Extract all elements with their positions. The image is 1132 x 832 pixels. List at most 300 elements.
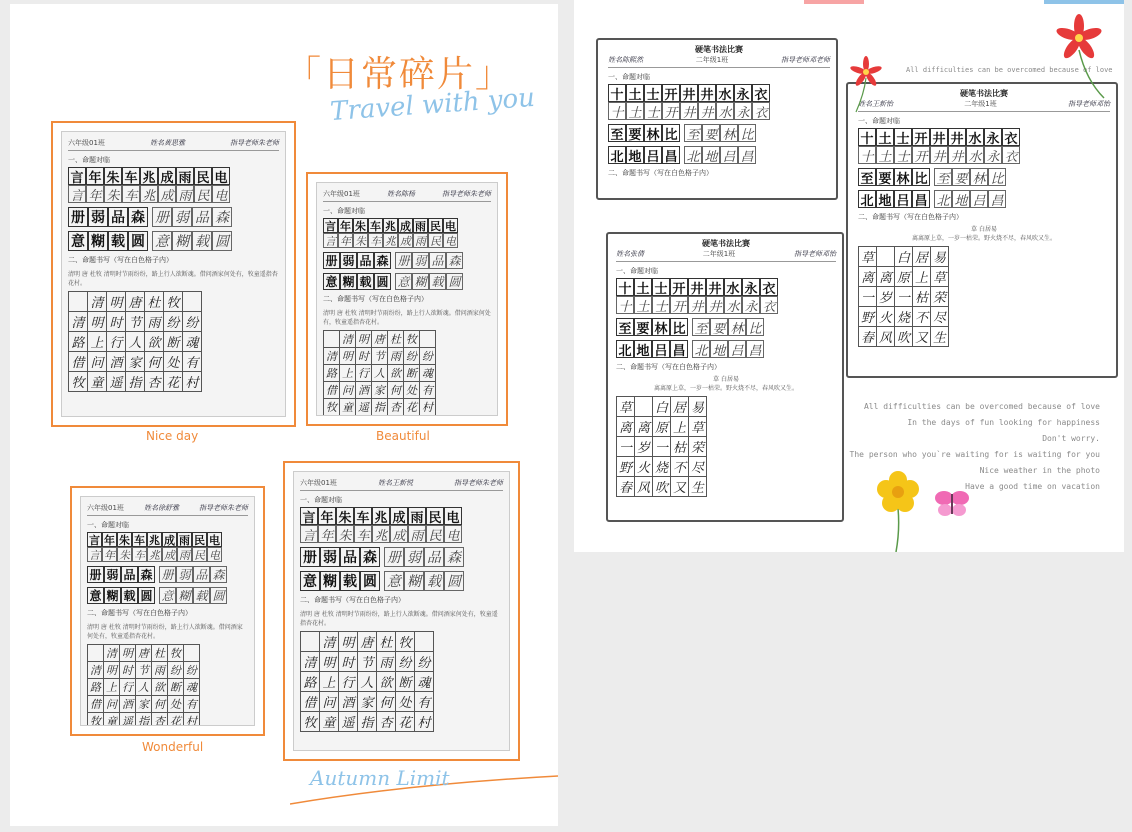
char-cell: 载 xyxy=(108,231,128,251)
right-student-name: 姓名王新怡 xyxy=(858,100,893,108)
right-poem-line: 离离原上草，一岁一枯荣。野火烧不尽，春风吹又生。 xyxy=(653,385,798,392)
char-cell: 北 xyxy=(616,340,634,358)
handwritten-row xyxy=(684,124,756,142)
poem-cell: 尽 xyxy=(931,307,949,327)
poem-grid xyxy=(323,330,436,416)
char-cell: 载 xyxy=(121,587,138,604)
char-cell: 弱 xyxy=(404,547,424,567)
poem-cell: 草 xyxy=(931,267,949,287)
poem-cell xyxy=(183,292,202,312)
pair-row-c xyxy=(323,273,491,290)
char-cell: 年 xyxy=(340,219,351,233)
char-cell: 册 xyxy=(300,547,320,567)
right-hand-row1 xyxy=(608,102,830,120)
char-cell: 载 xyxy=(193,587,210,604)
poem-cell: 原 xyxy=(653,417,671,437)
right-teacher: 指导老师邓老师 xyxy=(781,56,830,64)
right-student-name: 姓名张倩 xyxy=(616,250,644,258)
poem-cell: 白 xyxy=(895,247,913,267)
caption-nice-day: Nice day xyxy=(146,429,199,443)
char-cell: 言 xyxy=(89,533,100,547)
pair-row-b xyxy=(68,207,279,227)
sheet-header xyxy=(300,478,503,491)
caption-beautiful: Beautiful xyxy=(376,429,430,443)
char-cell: 十 xyxy=(616,296,634,314)
print-row xyxy=(608,124,680,142)
char-cell: 朱 xyxy=(119,548,130,562)
right-collage-page xyxy=(574,0,1124,552)
poem-cell: 时 xyxy=(120,662,136,679)
poem-cell: 清 xyxy=(324,348,340,365)
poem-cell: 原 xyxy=(895,267,913,287)
poem-cell: 牧 xyxy=(168,645,184,662)
poem-cell: 岁 xyxy=(877,287,895,307)
poem-cell: 野 xyxy=(859,307,877,327)
poem-cell: 明 xyxy=(107,292,126,312)
handwritten-row xyxy=(395,252,463,269)
char-cell: 言 xyxy=(325,219,336,233)
char-cell: 册 xyxy=(68,207,88,227)
char-cell: 意 xyxy=(159,587,176,604)
butterfly-icon xyxy=(934,488,970,520)
poem-cell: 野 xyxy=(617,457,635,477)
sheet-poem-note: 清明 唐 杜牧 清明时节雨纷纷，路上行人欲断魂。借问酒家何处有，牧童遥指杏花村。 xyxy=(300,611,498,627)
char-cell: 林 xyxy=(652,318,670,336)
pair-row-c xyxy=(87,587,248,604)
char-cell: 民 xyxy=(426,507,444,525)
poem-cell: 纷 xyxy=(396,652,415,672)
char-cell: 士 xyxy=(644,102,662,120)
print-row xyxy=(87,587,155,604)
poem-cell xyxy=(324,331,340,348)
char-cell: 士 xyxy=(644,84,662,102)
char-cell: 电 xyxy=(445,234,456,248)
poem-cell: 有 xyxy=(415,692,434,712)
char-cell: 意 xyxy=(68,231,88,251)
char-cell: 吕 xyxy=(728,340,746,358)
right-sheet-header xyxy=(858,99,1110,112)
char-cell: 册 xyxy=(152,207,172,227)
hand-row-a xyxy=(300,525,503,543)
right-section-1: 一、命题对临 xyxy=(608,73,650,81)
poem-cell: 离 xyxy=(617,417,635,437)
poem-cell: 火 xyxy=(635,457,653,477)
worksheet-right-1 xyxy=(608,44,830,194)
poem-cell: 吹 xyxy=(653,477,671,497)
char-cell: 弱 xyxy=(412,252,429,269)
char-cell: 井 xyxy=(706,296,724,314)
char-cell: 十 xyxy=(608,84,626,102)
worksheet-right-3 xyxy=(616,238,836,516)
char-cell: 意 xyxy=(300,571,320,591)
poem-cell: 欲 xyxy=(377,672,396,692)
worksheet-photo-4 xyxy=(293,471,510,751)
char-cell: 糊 xyxy=(88,231,108,251)
handwritten-row xyxy=(395,273,463,290)
poem-cell: 纷 xyxy=(184,662,200,679)
poem-cell: 枯 xyxy=(913,287,931,307)
char-cell: 昌 xyxy=(670,340,688,358)
poem-cell: 一 xyxy=(617,437,635,457)
worksheet-photo-2 xyxy=(316,182,498,416)
char-cell: 地 xyxy=(626,146,644,164)
poem-cell: 村 xyxy=(183,372,202,392)
char-cell: 永 xyxy=(734,102,752,120)
char-cell: 弱 xyxy=(172,207,192,227)
char-cell: 圆 xyxy=(128,231,148,251)
handwritten-row xyxy=(152,207,232,227)
char-cell: 比 xyxy=(738,124,756,142)
sheet-teacher: 指导老师朱老师 xyxy=(453,479,503,487)
char-cell: 言 xyxy=(68,185,86,203)
poem-cell: 村 xyxy=(415,712,434,732)
char-cell: 意 xyxy=(87,587,104,604)
char-cell: 民 xyxy=(430,219,441,233)
poem-cell: 清 xyxy=(301,652,320,672)
char-cell: 士 xyxy=(652,278,670,296)
char-cell: 昌 xyxy=(988,190,1006,208)
poem-cell: 人 xyxy=(136,679,152,696)
char-cell: 比 xyxy=(988,168,1006,186)
char-cell: 士 xyxy=(894,146,912,164)
char-cell: 糊 xyxy=(172,231,192,251)
char-cell: 成 xyxy=(390,525,408,543)
char-cell: 井 xyxy=(930,146,948,164)
char-cell: 水 xyxy=(724,278,742,296)
char-cell: 意 xyxy=(323,273,340,290)
char-cell: 兆 xyxy=(372,507,390,525)
poem-cell: 何 xyxy=(152,696,168,713)
char-cell: 至 xyxy=(934,168,952,186)
char-cell: 北 xyxy=(608,146,626,164)
right-sheet-header xyxy=(608,55,830,68)
char-cell: 民 xyxy=(194,185,212,203)
poem-cell: 不 xyxy=(671,457,689,477)
right-grade: 二年级1班 xyxy=(695,56,729,64)
quote-2: In the days of fun looking for happiness xyxy=(907,418,1100,427)
char-cell: 要 xyxy=(634,318,652,336)
print-row-a xyxy=(87,532,248,547)
char-cell: 弱 xyxy=(320,547,340,567)
collage-subtitle: Travel with you xyxy=(329,82,536,128)
poem-cell: 魂 xyxy=(184,679,200,696)
char-cell: 水 xyxy=(966,146,984,164)
char-cell: 言 xyxy=(89,548,100,562)
char-cell: 水 xyxy=(716,84,734,102)
photo-frame-4[interactable] xyxy=(283,461,520,761)
char-cell: 井 xyxy=(948,128,966,146)
poem-cell: 明 xyxy=(339,632,358,652)
char-cell: 雨 xyxy=(408,525,426,543)
char-cell: 森 xyxy=(138,566,155,583)
char-cell: 品 xyxy=(121,566,138,583)
char-cell: 永 xyxy=(742,278,760,296)
quote-1: All difficulties can be overcomed because of love xyxy=(863,402,1100,411)
char-cell: 品 xyxy=(192,207,212,227)
poem-cell xyxy=(635,397,653,417)
char-cell: 水 xyxy=(966,128,984,146)
yellow-flower-icon xyxy=(870,468,930,552)
hand-row-a xyxy=(87,547,248,562)
char-cell: 衣 xyxy=(1002,146,1020,164)
poem-cell: 处 xyxy=(396,692,415,712)
char-cell: 圆 xyxy=(374,273,391,290)
poem-cell: 一 xyxy=(653,437,671,457)
poem-cell: 有 xyxy=(420,382,436,399)
quote-3: Don't worry. xyxy=(1042,434,1100,443)
poem-cell: 纷 xyxy=(415,652,434,672)
poem-cell: 杜 xyxy=(377,632,396,652)
char-cell: 弱 xyxy=(176,566,193,583)
char-cell: 衣 xyxy=(752,84,770,102)
char-cell: 朱 xyxy=(355,219,366,233)
char-cell: 成 xyxy=(390,507,408,525)
poem-cell: 风 xyxy=(635,477,653,497)
right-hand-row1 xyxy=(858,146,1110,164)
poem-cell: 问 xyxy=(340,382,356,399)
poem-cell xyxy=(69,292,88,312)
poem-cell: 纷 xyxy=(168,662,184,679)
char-cell: 载 xyxy=(340,571,360,591)
char-cell: 言 xyxy=(68,167,86,185)
poem-cell: 尽 xyxy=(689,457,707,477)
poem-cell: 指 xyxy=(358,712,377,732)
right-hand-row1 xyxy=(616,296,836,314)
char-cell: 比 xyxy=(912,168,930,186)
right-poem-grid xyxy=(858,246,949,347)
char-cell: 电 xyxy=(445,219,456,233)
char-cell: 车 xyxy=(134,533,145,547)
poem-cell: 杜 xyxy=(388,331,404,348)
char-cell: 北 xyxy=(858,190,876,208)
char-cell: 圆 xyxy=(212,231,232,251)
print-row xyxy=(323,273,391,290)
char-cell: 圆 xyxy=(138,587,155,604)
poem-cell: 上 xyxy=(671,417,689,437)
poem-cell: 烧 xyxy=(895,307,913,327)
char-cell: 兆 xyxy=(149,533,160,547)
char-cell: 朱 xyxy=(355,234,366,248)
char-cell: 册 xyxy=(395,252,412,269)
photo-frame-3[interactable] xyxy=(70,486,265,736)
char-cell: 电 xyxy=(209,533,220,547)
right-student-name: 姓名陈熙然 xyxy=(608,56,643,64)
right-section-2: 二、命题书写（写在白色格子内） xyxy=(616,363,721,371)
char-cell: 民 xyxy=(430,234,441,248)
right-print-row1 xyxy=(858,128,1110,146)
char-cell: 井 xyxy=(688,278,706,296)
print-row xyxy=(858,168,930,186)
poem-cell: 牧 xyxy=(88,713,104,727)
char-cell: 昌 xyxy=(738,146,756,164)
char-cell: 至 xyxy=(616,318,634,336)
poem-cell: 唐 xyxy=(136,645,152,662)
char-cell: 比 xyxy=(662,124,680,142)
poem-cell: 欲 xyxy=(145,332,164,352)
char-cell: 兆 xyxy=(149,548,160,562)
char-cell: 昌 xyxy=(912,190,930,208)
char-cell: 糊 xyxy=(104,587,121,604)
poem-cell: 上 xyxy=(913,267,931,287)
char-cell: 圆 xyxy=(444,571,464,591)
poem-cell: 风 xyxy=(877,327,895,347)
char-cell: 吕 xyxy=(894,190,912,208)
pair-row-b xyxy=(323,252,491,269)
poem-cell: 牧 xyxy=(69,372,88,392)
sheet-student-name: 姓名王新悦 xyxy=(377,479,413,487)
poem-cell: 家 xyxy=(372,382,388,399)
char-cell: 森 xyxy=(446,252,463,269)
poem-cell xyxy=(184,645,200,662)
char-cell: 森 xyxy=(210,566,227,583)
char-cell: 地 xyxy=(634,340,652,358)
right-pair-row2 xyxy=(608,124,830,142)
worksheet-photo-1 xyxy=(61,131,286,417)
sheet-grade: 六年级01班 xyxy=(68,139,105,147)
char-cell: 林 xyxy=(644,124,662,142)
photo-frame-1[interactable] xyxy=(51,121,296,427)
poem-cell: 路 xyxy=(301,672,320,692)
char-cell: 糊 xyxy=(404,571,424,591)
poem-cell: 处 xyxy=(168,696,184,713)
sheet-section-2: 二、命题书写（写在白色格子内） xyxy=(87,609,192,617)
char-cell: 井 xyxy=(706,278,724,296)
char-cell: 车 xyxy=(370,234,381,248)
char-cell: 雨 xyxy=(176,185,194,203)
poem-cell: 路 xyxy=(69,332,88,352)
poem-cell xyxy=(88,645,104,662)
char-cell: 十 xyxy=(858,146,876,164)
poem-cell: 节 xyxy=(126,312,145,332)
char-cell: 开 xyxy=(670,278,688,296)
char-cell: 土 xyxy=(634,296,652,314)
char-cell: 十 xyxy=(858,128,876,146)
char-cell: 衣 xyxy=(1002,128,1020,146)
poem-cell: 行 xyxy=(356,365,372,382)
char-cell: 永 xyxy=(734,84,752,102)
char-cell: 电 xyxy=(212,167,230,185)
right-poem-title: 草 白居易 xyxy=(713,376,739,383)
right-pair-row3 xyxy=(608,146,830,164)
poem-cell: 借 xyxy=(301,692,320,712)
char-cell: 要 xyxy=(876,168,894,186)
poem-cell: 牧 xyxy=(396,632,415,652)
handwritten-row xyxy=(692,340,764,358)
right-poem-line: 离离原上草，一岁一枯荣。野火烧不尽，春风吹又生。 xyxy=(911,235,1056,242)
poem-cell: 牧 xyxy=(301,712,320,732)
char-cell: 林 xyxy=(970,168,988,186)
char-cell: 井 xyxy=(688,296,706,314)
poem-grid xyxy=(300,631,434,732)
right-section-1: 一、命题对临 xyxy=(616,267,658,275)
poem-cell: 何 xyxy=(145,352,164,372)
right-sheet-heading: 硬笔书法比赛 xyxy=(960,89,1008,98)
poem-cell: 居 xyxy=(913,247,931,267)
right-pair-row3 xyxy=(858,190,1110,208)
poem-cell: 童 xyxy=(88,372,107,392)
char-cell: 森 xyxy=(212,207,232,227)
poem-cell: 问 xyxy=(88,352,107,372)
right-pair-row2 xyxy=(858,168,1110,186)
char-cell: 民 xyxy=(194,167,212,185)
print-row-a xyxy=(68,167,279,185)
char-cell: 民 xyxy=(194,533,205,547)
char-cell: 民 xyxy=(426,525,444,543)
quote-top: All difficulties can be overcomed because of love xyxy=(906,66,1113,74)
char-cell: 北 xyxy=(934,190,952,208)
char-cell: 开 xyxy=(912,128,930,146)
poem-cell: 明 xyxy=(88,312,107,332)
poem-cell: 遥 xyxy=(339,712,358,732)
right-pair-row2 xyxy=(616,318,836,336)
poem-cell: 离 xyxy=(877,267,895,287)
photo-frame-2[interactable] xyxy=(306,172,508,426)
poem-grid xyxy=(87,644,200,726)
char-cell: 载 xyxy=(192,231,212,251)
char-cell: 吕 xyxy=(720,146,738,164)
char-cell: 品 xyxy=(424,547,444,567)
sheet-teacher: 指导老师朱老师 xyxy=(441,190,491,198)
poem-cell: 春 xyxy=(859,327,877,347)
char-cell: 年 xyxy=(86,185,104,203)
poem-cell: 一 xyxy=(895,287,913,307)
poem-cell: 童 xyxy=(320,712,339,732)
poem-cell: 花 xyxy=(404,399,420,416)
poem-cell: 枯 xyxy=(671,437,689,457)
handwritten-row xyxy=(692,318,764,336)
char-cell: 永 xyxy=(984,128,1002,146)
char-cell: 弱 xyxy=(88,207,108,227)
char-cell: 地 xyxy=(702,146,720,164)
hand-row-a xyxy=(323,233,491,248)
poem-cell: 明 xyxy=(320,652,339,672)
char-cell: 井 xyxy=(930,128,948,146)
poem-cell: 不 xyxy=(913,307,931,327)
char-cell: 意 xyxy=(395,273,412,290)
char-cell: 地 xyxy=(952,190,970,208)
handwritten-row xyxy=(159,566,227,583)
char-cell: 年 xyxy=(318,507,336,525)
poem-cell: 又 xyxy=(913,327,931,347)
handwritten-row xyxy=(684,146,756,164)
char-cell: 十 xyxy=(608,102,626,120)
hand-row-a xyxy=(68,185,279,203)
poem-cell: 清 xyxy=(88,292,107,312)
char-cell: 车 xyxy=(354,507,372,525)
char-cell: 士 xyxy=(894,128,912,146)
poem-cell: 草 xyxy=(617,397,635,417)
poem-cell xyxy=(420,331,436,348)
char-cell: 兆 xyxy=(140,185,158,203)
char-cell: 品 xyxy=(340,547,360,567)
char-cell: 民 xyxy=(194,548,205,562)
char-cell: 言 xyxy=(300,525,318,543)
right-poem-grid xyxy=(616,396,707,497)
sheet-grade: 六年级01班 xyxy=(323,190,360,198)
poem-cell: 遥 xyxy=(356,399,372,416)
top-color-strip-blue xyxy=(1044,0,1124,4)
poem-cell: 吹 xyxy=(895,327,913,347)
right-grade: 二年级1班 xyxy=(702,250,736,258)
char-cell: 至 xyxy=(684,124,702,142)
right-section-1: 一、命题对临 xyxy=(858,117,900,125)
char-cell: 要 xyxy=(702,124,720,142)
char-cell: 水 xyxy=(716,102,734,120)
worksheet-photo-3 xyxy=(80,496,255,726)
char-cell: 册 xyxy=(87,566,104,583)
char-cell: 林 xyxy=(894,168,912,186)
poem-cell: 唐 xyxy=(358,632,377,652)
